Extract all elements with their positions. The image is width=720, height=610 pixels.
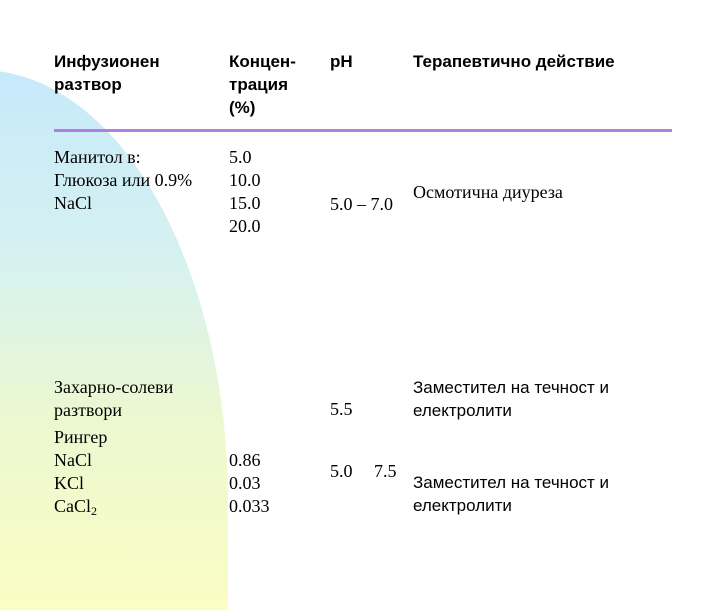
salt-solutions-names: Захарно-солеви разтвори	[54, 377, 174, 420]
cacl2-subscript: 2	[91, 504, 98, 518]
mannitol-concentrations: 5.0 10.0 15.0 20.0	[229, 147, 261, 236]
ringer-title: Рингер	[54, 427, 108, 447]
header-infusion-solution: Инфузионен разтвор	[54, 52, 160, 94]
ringer-concentrations: 0.86 0.03 0.033	[229, 450, 270, 516]
salt-solutions-ph: 5.5	[330, 399, 353, 419]
header-therapeutic-action: Терапевтично действие	[413, 52, 615, 71]
header-ph: pH	[330, 52, 353, 71]
ringer-ph-high: 7.5	[374, 461, 397, 481]
header-divider	[54, 129, 672, 132]
ringer-components: NaCl KCl CaCl$_2$	[54, 450, 98, 518]
ringer-ph-low: 5.0	[330, 461, 353, 481]
mannitol-ph: 5.0 – 7.0	[330, 194, 393, 214]
mannitol-names: Манитол в: Глюкоза или 0.9% NaCl	[54, 147, 193, 213]
mannitol-effect: Осмотична диуреза	[413, 182, 563, 202]
header-concentration: Концен- трация (%)	[229, 52, 296, 117]
salt-solutions-effect: Заместител на течност и електролити	[413, 378, 610, 420]
ringer-effect: Заместител на течност и електролити	[413, 473, 610, 515]
